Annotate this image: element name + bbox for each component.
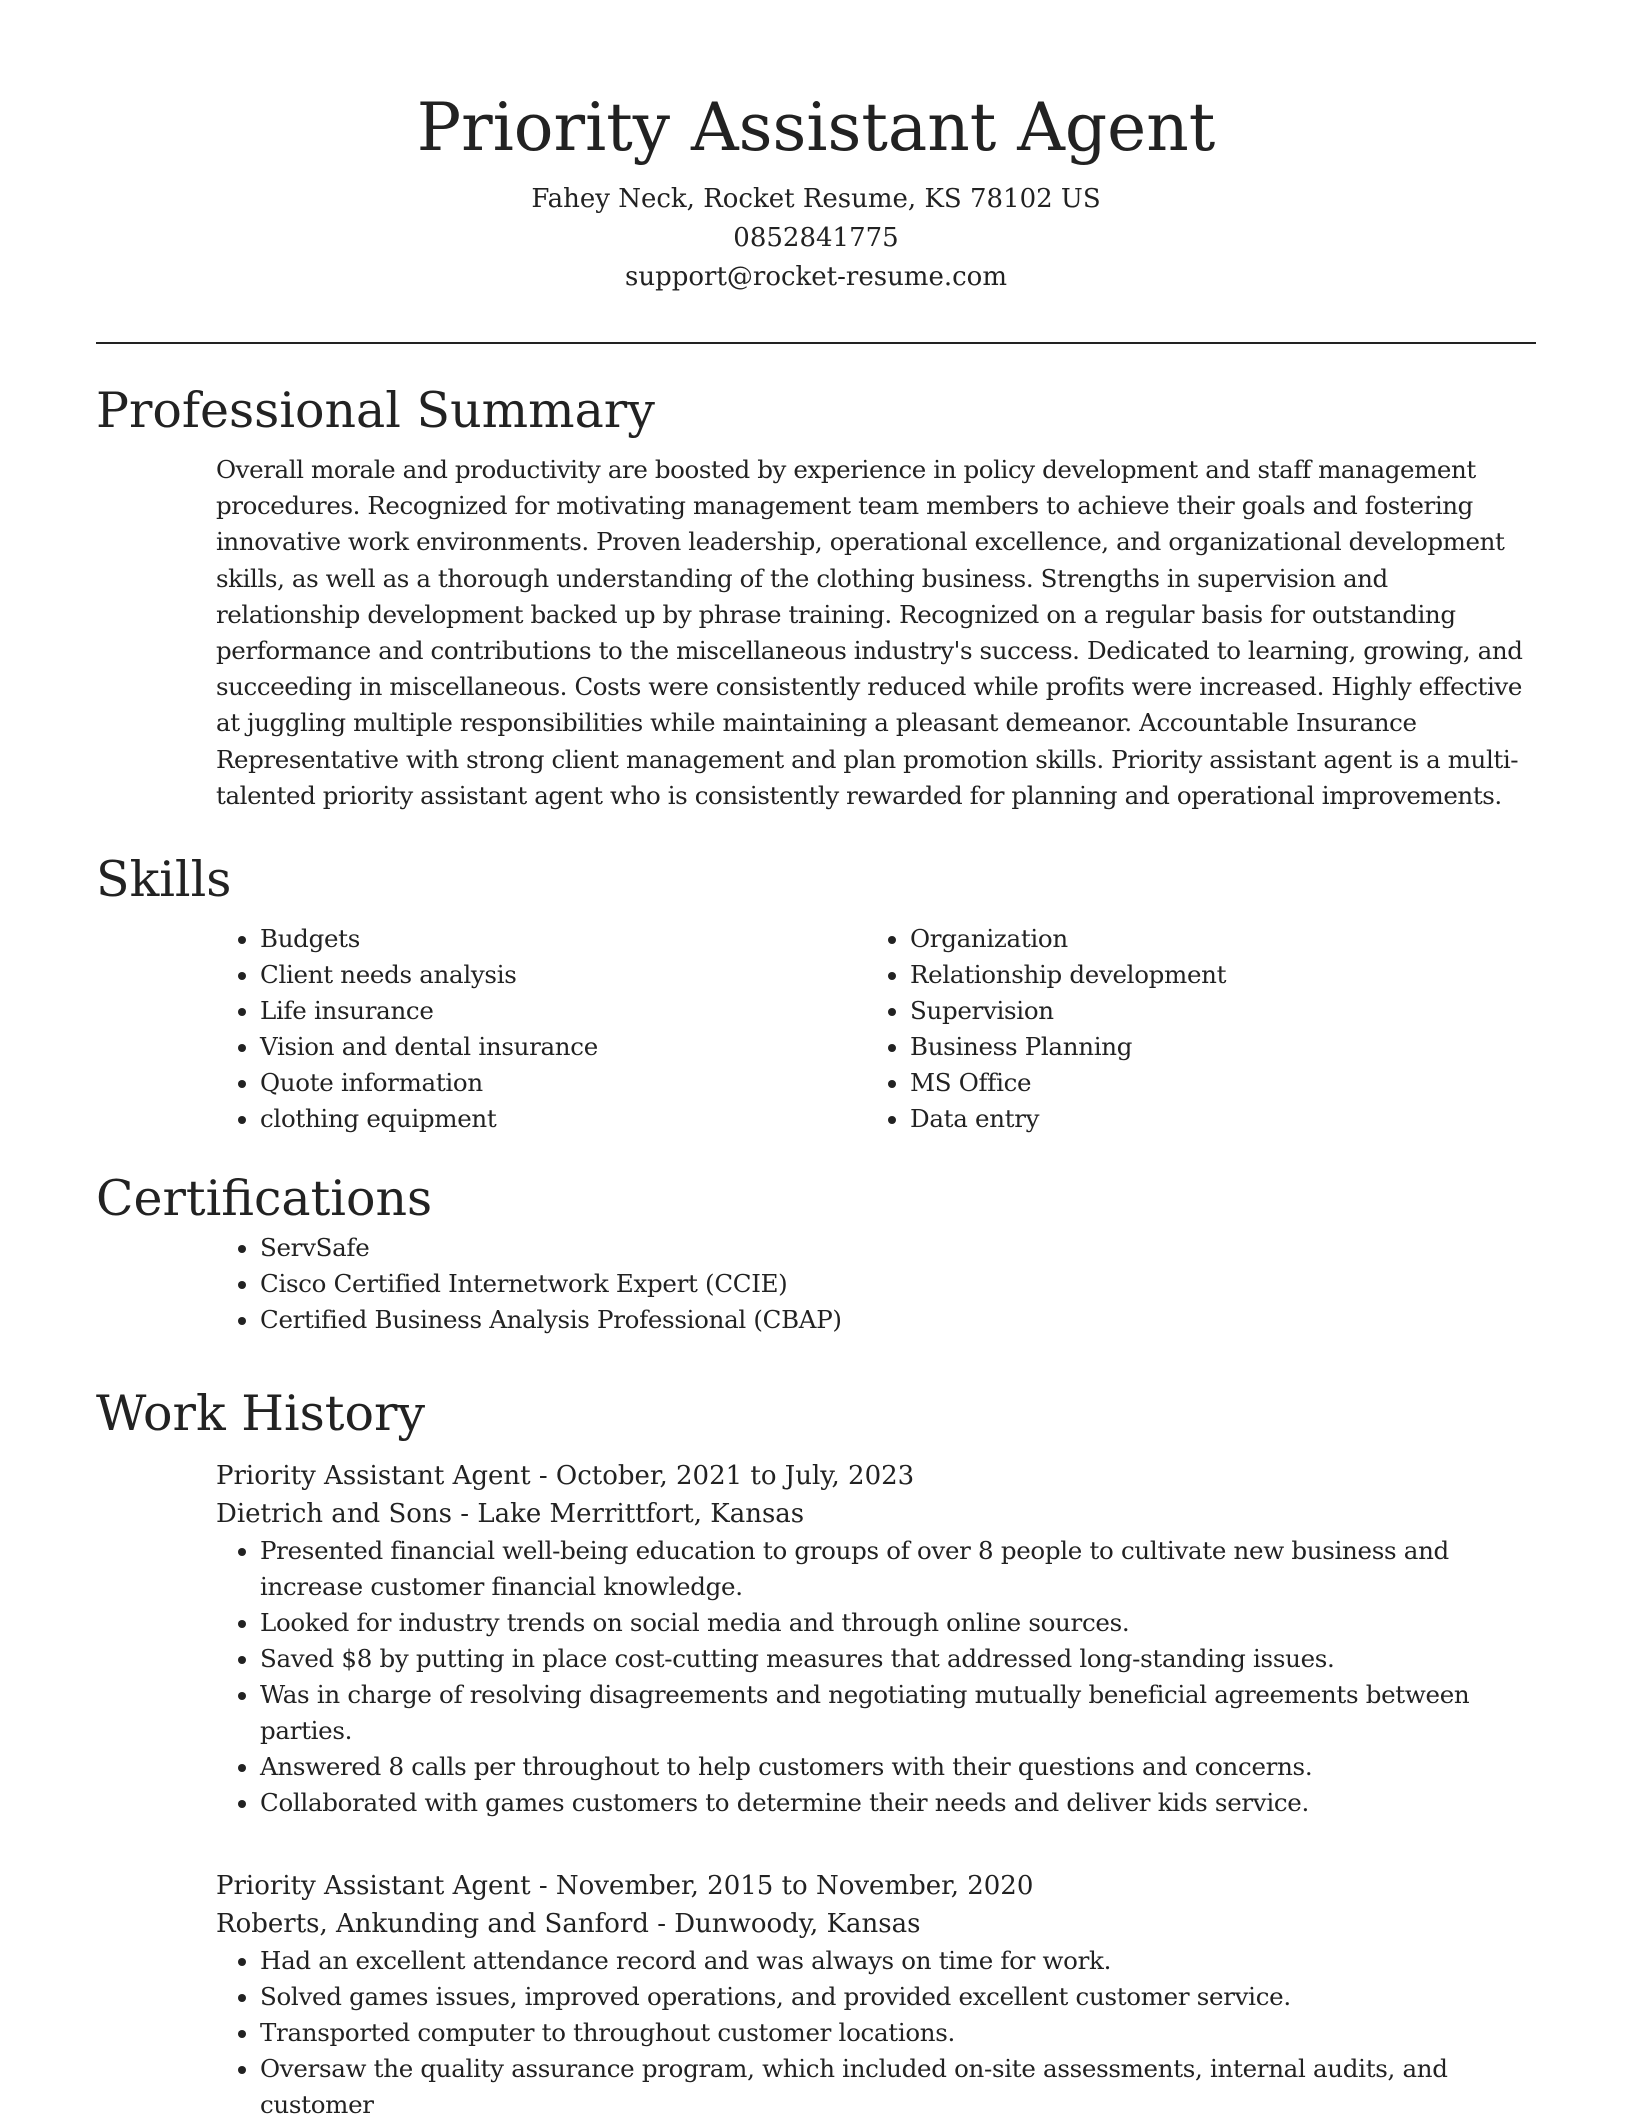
work-history-section <box>96 1383 1536 2123</box>
job-company-line <box>216 1905 1536 1943</box>
certification-item: • Cisco Certified Internetwork Expert (CCIE) <box>260 1266 1536 1302</box>
skill-item: • clothing equipment <box>260 1101 866 1137</box>
job-bullet: • Transported computer to throughout customer locations. <box>260 2015 1536 2051</box>
job-company: Roberts, Ankunding and Sanford <box>216 1909 649 1939</box>
summary-section <box>96 380 1536 814</box>
contact-info <box>0 180 1632 297</box>
skill-item: • Supervision <box>910 993 1516 1029</box>
job-bullet: • Saved $8 by putting in place cost-cutting measures that addressed long-standing issues. <box>260 1641 1536 1677</box>
job-bullet: • Solved games issues, improved operations, and provided excellent customer service. <box>260 1979 1536 2015</box>
skills-heading: Skills <box>96 851 232 908</box>
skills-right-column <box>866 921 1516 1137</box>
resume-header <box>0 0 1632 297</box>
skill-item: • Budgets <box>260 921 866 957</box>
certifications-heading: Certifications <box>96 1170 433 1227</box>
work-history-heading: Work History <box>96 1385 426 1442</box>
job-bullet: • Was in charge of resolving disagreements and negotiating mutually beneficial agreements between parties. <box>260 1677 1536 1749</box>
job-bullet: • Oversaw the quality assurance program, which included on-site assessments, internal audits, and customer <box>260 2051 1536 2123</box>
job-bullet: • Looked for industry trends on social media and through online sources. <box>260 1605 1536 1641</box>
candidate-name: Priority Assistant Agent <box>416 89 1216 166</box>
skills-left-column <box>216 921 866 1137</box>
certifications-section <box>96 1168 1536 1338</box>
job-company: Dietrich and Sons <box>216 1499 453 1529</box>
job-title-line <box>216 1867 1536 1905</box>
job-company-line <box>216 1495 1536 1533</box>
skill-item: • Quote information <box>260 1065 866 1101</box>
job-title-line <box>216 1457 1536 1495</box>
contact-phone: 0852841775 <box>733 223 899 253</box>
job-location: - Dunwoody, Kansas <box>648 1909 921 1939</box>
summary-text: Overall morale and productivity are boosted by experience in policy development and staff management procedures. Recognized for motivating management team members to achieve their goals and fostering innovative work environments. Proven leadership, operational excellence, and organizational development skills, as well as a thorough understanding of the clothing business. Strengths in supervision and relationship development backed up by phrase training. Recognized on a regular basis for outstanding performance and contributions to the miscellaneous industry's success. Dedicated to learning, growing, and succeeding in miscellaneous. Costs were consistently reduced while profits were increased. Highly effective at juggling multiple responsibilities while maintaining a pleasant demeanor. Accountable Insurance Representative with strong client management and plan promotion skills. Priority assistant agent is a multi-talented priority assistant agent who is consistently rewarded for planning and operational improvements. <box>216 455 1523 810</box>
summary-heading: Professional Summary <box>96 382 655 439</box>
job-bullet: • Collaborated with games customers to determine their needs and deliver kids service. <box>260 1785 1536 1821</box>
job-entry <box>216 1457 1536 1821</box>
job-bullet: • Presented financial well-being education to groups of over 8 people to cultivate new business and increase customer financial knowledge. <box>260 1533 1536 1605</box>
skill-item: • Vision and dental insurance <box>260 1029 866 1065</box>
job-title: Priority Assistant Agent <box>216 1871 531 1901</box>
certification-item: • ServSafe <box>260 1230 1536 1266</box>
skill-item: • Organization <box>910 921 1516 957</box>
job-dates: - October, 2021 to July, 2023 <box>530 1461 915 1491</box>
job-bullet: • Had an excellent attendance record and was always on time for work. <box>260 1943 1536 1979</box>
skill-item: • Client needs analysis <box>260 957 866 993</box>
skill-item: • Data entry <box>910 1101 1516 1137</box>
skills-section <box>96 849 1536 1137</box>
header-divider <box>96 342 1536 344</box>
contact-email: support@rocket-resume.com <box>624 262 1007 292</box>
job-title: Priority Assistant Agent <box>216 1461 531 1491</box>
job-bullet: • Answered 8 calls per throughout to help customers with their questions and concerns. <box>260 1749 1536 1785</box>
job-dates: - November, 2015 to November, 2020 <box>530 1871 1034 1901</box>
skill-item: • MS Office <box>910 1065 1516 1101</box>
contact-address: Fahey Neck, Rocket Resume, KS 78102 US <box>531 184 1101 214</box>
job-location: - Lake Merrittfort, Kansas <box>452 1499 805 1529</box>
skill-item: • Business Planning <box>910 1029 1516 1065</box>
certification-item: • Certified Business Analysis Professional (CBAP) <box>260 1302 1536 1338</box>
skill-item: • Life insurance <box>260 993 866 1029</box>
skill-item: • Relationship development <box>910 957 1516 993</box>
job-entry <box>216 1867 1536 2123</box>
